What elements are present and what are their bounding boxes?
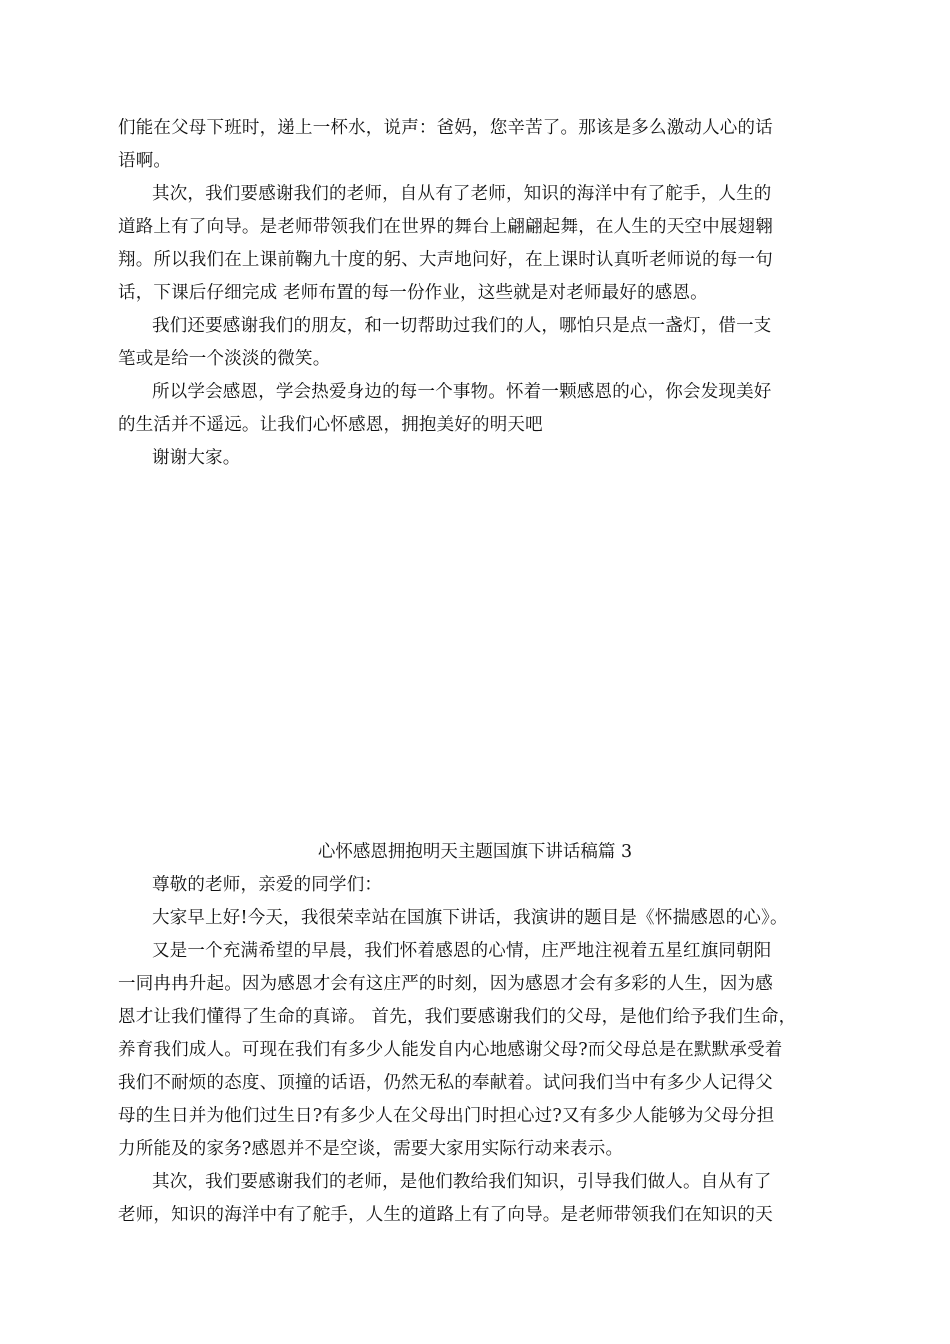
paragraph-line: 其次，我们要感谢我们的老师，是他们教给我们知识，引导我们做人。自从有了 xyxy=(152,1172,772,1192)
paragraph-line: 所以学会感恩，学会热爱身边的每一个事物。怀着一颗感恩的心，你会发现美好 xyxy=(152,382,772,402)
paragraph-line: 们能在父母下班时，递上一杯水，说声：爸妈，您辛苦了。那该是多么激动人心的话 xyxy=(118,118,773,138)
paragraph-line: 话，下课后仔细完成 老师布置的每一份作业，这些就是对老师最好的感恩。 xyxy=(118,283,708,303)
paragraph-line: 的生活并不遥远。让我们心怀感恩，拥抱美好的明天吧 xyxy=(118,415,543,435)
paragraph-line: 恩才让我们懂得了生命的真谛。 首先，我们要感谢我们的父母，是他们给予我们生命， xyxy=(118,1007,797,1027)
paragraph-line: 我们还要感谢我们的朋友，和一切帮助过我们的人，哪怕只是点一盏灯，借一支 xyxy=(152,316,772,336)
paragraph-line: 笔或是给一个淡淡的微笑。 xyxy=(118,349,331,369)
paragraph-line: 养育我们成人。可现在我们有多少人能发自内心地感谢父母?而父母总是在默默承受着 xyxy=(118,1040,783,1060)
paragraph-line: 语啊。 xyxy=(118,151,172,171)
paragraph-line: 老师，知识的海洋中有了舵手，人生的道路上有了向导。是老师带领我们在知识的天 xyxy=(118,1205,773,1225)
paragraph-line: 一同冉冉升起。因为感恩才会有这庄严的时刻，因为感恩才会有多彩的人生，因为感 xyxy=(118,974,773,994)
paragraph-line: 母的生日并为他们过生日?有多少人在父母出门时担心过?又有多少人能够为父母分担 xyxy=(118,1106,775,1126)
paragraph-line: 大家早上好!今天，我很荣幸站在国旗下讲话，我演讲的题目是《怀揣感恩的心》。 xyxy=(152,908,788,928)
paragraph-line: 道路上有了向导。是老师带领我们在世界的舞台上翩翩起舞，在人生的天空中展翅翱 xyxy=(118,217,773,237)
paragraph-line: 翔。所以我们在上课前鞠九十度的躬、大声地问好，在上课时认真听老师说的每一句 xyxy=(118,250,773,270)
paragraph-line: 力所能及的家务?感恩并不是空谈，需要大家用实际行动来表示。 xyxy=(118,1139,624,1159)
paragraph-line: 谢谢大家。 xyxy=(152,448,241,468)
section-title: 心怀感恩拥抱明天主题国旗下讲话稿篇 3 xyxy=(317,842,633,862)
paragraph-line: 其次，我们要感谢我们的老师，自从有了老师，知识的海洋中有了舵手，人生的 xyxy=(152,184,772,204)
salutation: 尊敬的老师，亲爱的同学们： xyxy=(152,875,383,895)
paragraph-line: 又是一个充满希望的早晨，我们怀着感恩的心情，庄严地注视着五星红旗同朝阳 xyxy=(152,941,772,961)
paragraph-line: 我们不耐烦的态度、顶撞的话语，仍然无私的奉献着。试问我们当中有多少人记得父 xyxy=(118,1073,773,1093)
